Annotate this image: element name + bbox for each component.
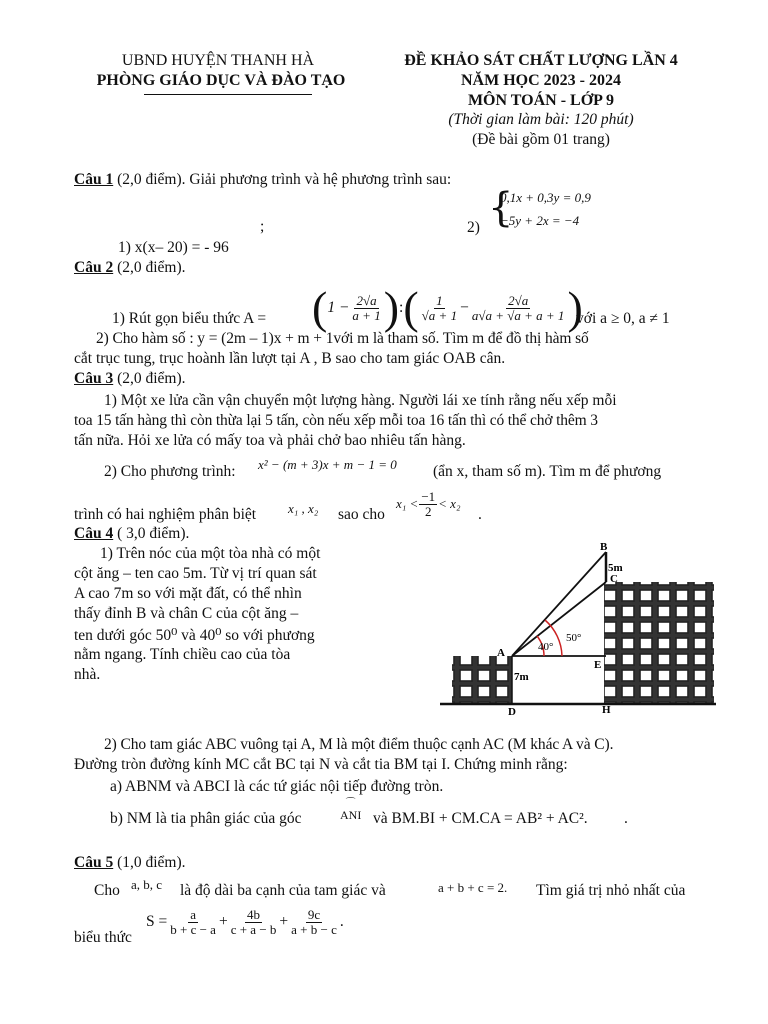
q5-f2-den: c + a − b: [230, 921, 277, 937]
q2-frac3: [470, 294, 567, 322]
q2-frac1-num: 2√a: [356, 292, 377, 308]
q3-cond-den: 2: [424, 503, 432, 519]
q3-part1-line2: toa 15 tấn hàng thì còn thừa lại 5 tấn, còn nếu xếp mỗi toa 16 tấn thì có thể chở thêm 3: [74, 412, 598, 429]
q1-points: (2,0 điểm). Giải phương trình và hệ phương trình sau:: [113, 171, 452, 188]
q4-part2-b-tail: .: [624, 810, 628, 827]
q2-frac3-num: 2√a: [508, 292, 529, 308]
label-h: H: [602, 704, 611, 716]
q5-plus2: +: [279, 913, 289, 930]
q3-part2-vars: x₁ , x₂: [288, 501, 319, 516]
q1-system-eq2: −5y + 2x = −4: [500, 213, 580, 228]
q4-points: ( 3,0 điểm).: [113, 525, 190, 542]
q4-part1-line6: nằm ngang. Tính chiều cao của tòa: [74, 646, 291, 663]
header-left-line2: PHÒNG GIÁO DỤC VÀ ĐÀO TẠO: [96, 72, 346, 89]
q4-part2-b-angle: [340, 800, 361, 823]
q5-f1-num: a: [190, 906, 196, 922]
q3-part1-line1: 1) Một xe lửa cần vận chuyển một lượng hàng. Người lái xe tính rằng nếu xếp mỗi: [104, 392, 617, 409]
q2-frac1-den: a + 1: [352, 307, 381, 323]
q4-title: Câu 4: [74, 525, 114, 542]
q3-part2-mid: sao cho: [338, 506, 385, 523]
paren-open-1: (: [312, 282, 328, 333]
q1-part1: 1) x(x– 20) = - 96: [118, 239, 229, 256]
q2-part2-line1: 2) Cho hàm số : y = (2m – 1)x + m + 1với m là tham số. Tìm m để đồ thị hàm số: [96, 330, 589, 347]
q5-frac3: [289, 908, 339, 936]
q4-part2-a: a) ABNM và ABCI là các tứ giác nội tiếp đường tròn.: [110, 778, 444, 795]
q3-cond-left: x₁ <: [396, 496, 419, 511]
q4-part1-line5: ten dưới góc 50⁰ và 40⁰ so với phương: [74, 627, 315, 644]
q4-figure: [440, 540, 716, 716]
q5-line2-prefix: biểu thức: [74, 929, 132, 946]
label-angle-50: 50°: [566, 632, 582, 644]
q2-part2-line2: cắt trục tung, trục hoành lần lượt tại A , B sao cho tam giác OAB cân.: [74, 350, 506, 367]
q5-line1-vars: a, b, c: [131, 877, 163, 892]
q1-title: Câu 1: [74, 171, 114, 188]
q2-expression: [312, 280, 583, 336]
q5-f2-num: 4b: [247, 906, 261, 922]
q1-part2-label: 2): [467, 219, 480, 236]
q5-line1-cond: a + b + c = 2.: [438, 880, 508, 895]
header-left-line1: UBND HUYỆN THANH HÀ: [121, 52, 315, 69]
header-left-underline: [144, 94, 312, 95]
q5-heading: [74, 854, 186, 872]
paren-open-2: (: [403, 282, 419, 333]
q4-angle-text: ANI: [340, 808, 362, 822]
q2-points: (2,0 điểm).: [113, 259, 186, 276]
q5-expression: [146, 900, 344, 944]
q4-part1-line2: cột ăng – ten cao 5m. Từ vị trí quan sát: [74, 565, 317, 582]
q5-plus1: +: [218, 913, 228, 930]
q4-part2-line2: Đường tròn đường kính MC cắt BC tại N và cắt tia BM tại I. Chứng minh rằng:: [74, 756, 568, 773]
q5-line1-prefix: Cho: [94, 882, 120, 899]
q3-cond-frac: [419, 490, 437, 518]
label-e: E: [594, 659, 602, 671]
q5-frac2: [229, 908, 279, 936]
q3-period: .: [478, 506, 482, 523]
q5-frac1: [168, 908, 218, 936]
q1-semicolon: ;: [260, 218, 265, 235]
q3-heading: [74, 370, 186, 388]
q1-system-brace: {: [488, 185, 514, 231]
label-d: D: [508, 706, 516, 716]
label-a: A: [497, 647, 505, 659]
q1-heading: [74, 171, 451, 189]
header-right-line3: MÔN TOÁN - LỚP 9: [467, 92, 615, 109]
q4-part2-b-suffix: và BM.BI + CM.CA = AB² + AC².: [373, 810, 588, 827]
label-angle-40: 40°: [538, 641, 554, 653]
q2-frac3-den: a√a + √a + a + 1: [471, 307, 565, 323]
q1-system-eq1: 0,1x + 0,3y = 0,9: [500, 190, 591, 205]
q5-f3-num: 9c: [307, 906, 321, 922]
q4-part1-line7: nhà.: [74, 666, 101, 683]
label-c: C: [610, 573, 618, 585]
q3-title: Câu 3: [74, 370, 114, 387]
q2-colon: :: [399, 299, 404, 316]
q2-frac2-num: 1: [436, 292, 443, 308]
label-b: B: [600, 541, 608, 553]
sight-line-ac: [512, 582, 606, 656]
paren-close-1: ): [383, 282, 400, 333]
angle-hat: ⌒: [345, 798, 356, 809]
header-right-line4: (Thời gian làm bài: 120 phút): [448, 111, 634, 128]
paren-close-2: ): [567, 282, 583, 333]
q3-part2-prefix: 2) Cho phương trình:: [104, 463, 236, 480]
q5-line1-suffix: Tìm giá trị nhỏ nhất của: [536, 882, 686, 899]
q2-minus: −: [460, 299, 469, 316]
q3-cond-num: −1: [421, 488, 436, 504]
q2-frac2-den: √a + 1: [421, 307, 458, 323]
label-7m: 7m: [514, 671, 529, 683]
q5-s-eq: S =: [146, 913, 168, 930]
q3-cond-right: < x₂: [438, 496, 461, 511]
q5-f3-den: a + b − c: [291, 921, 337, 937]
q5-points: (1,0 điểm).: [113, 854, 186, 871]
q4-heading: [74, 525, 189, 543]
q4-part1-line4: thấy đỉnh B và chân C của cột ăng –: [74, 605, 299, 622]
q5-f1-den: b + c − a: [170, 921, 216, 937]
q4-part1-line3: A cao 7m so với mặt đất, có thể nhìn: [74, 585, 302, 602]
q3-part2-equation: x² − (m + 3)x + m − 1 = 0: [258, 457, 397, 472]
q2-part1-suffix: với a ≥ 0, a ≠ 1: [576, 310, 670, 327]
q2-heading: [74, 259, 186, 277]
header-right-line5: (Đề bài gồm 01 trang): [472, 131, 610, 148]
q3-part2-suffix: (ẩn x, tham số m). Tìm m để phương: [433, 463, 662, 480]
q2-expr-one: 1 −: [327, 299, 350, 316]
q3-points: (2,0 điểm).: [113, 370, 186, 387]
header-right-line1: ĐỀ KHẢO SÁT CHẤT LƯỢNG LẦN 4: [404, 52, 678, 69]
q5-end: .: [339, 913, 344, 930]
q4-part2-line1: 2) Cho tam giác ABC vuông tại A, M là một điểm thuộc cạnh AC (M khác A và C).: [104, 736, 614, 753]
header-right-line2: NĂM HỌC 2023 - 2024: [461, 72, 621, 89]
q4-part1-line1: 1) Trên nóc của một tòa nhà có một: [100, 545, 321, 562]
q2-frac1: [350, 294, 382, 322]
q4-part2-b-prefix: b) NM là tia phân giác của góc: [110, 810, 302, 827]
q2-title: Câu 2: [74, 259, 114, 276]
q2-frac2: [420, 294, 459, 322]
label-5m: 5m: [608, 562, 623, 574]
q5-title: Câu 5: [74, 854, 114, 871]
q3-part2-line2-prefix: trình có hai nghiệm phân biệt: [74, 506, 257, 523]
q5-line1-mid: là độ dài ba cạnh của tam giác và: [180, 882, 386, 899]
q2-part1-prefix: 1) Rút gọn biểu thức A =: [112, 310, 267, 327]
q3-part1-line3: tấn nữa. Hỏi xe lửa có mấy toa và phải chở bao nhiêu tấn hàng.: [74, 432, 466, 449]
q3-condition: [396, 484, 460, 524]
